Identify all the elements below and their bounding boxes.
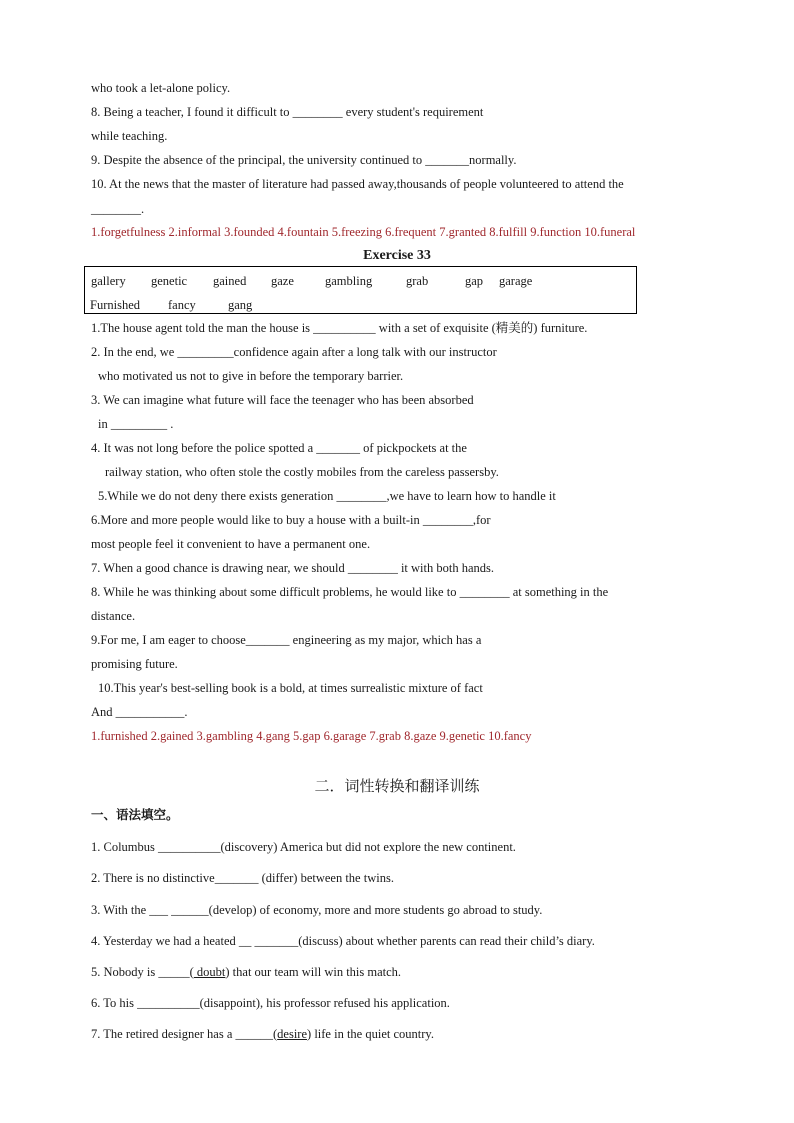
word-bank-box	[84, 266, 637, 314]
question-10-continuation: And ___________.	[91, 705, 188, 719]
grammar-question-7-suffix: ) life in the quiet country.	[307, 1027, 434, 1041]
question-9: 9. Despite the absence of the principal, the university continued to _______normally.	[91, 153, 517, 167]
question-3-continuation: in _________ .	[98, 417, 174, 431]
question-8: 8. While he was thinking about some difficult problems, he would like to ________ at something in the	[91, 585, 609, 599]
question-10: 10. At the news that the master of literature had passed away,thousands of people volunteered to attend the	[91, 177, 624, 191]
exercise-title: Exercise 33	[363, 248, 431, 263]
question-7: 7. When a good chance is drawing near, we should ________ it with both hands.	[91, 561, 495, 575]
grammar-question-4: 4. Yesterday we had a heated __ _______(discuss) about whether parents can read their child’s diary.	[91, 934, 595, 948]
grammar-question-7	[91, 1026, 434, 1042]
word-bank-item: genetic	[151, 274, 188, 288]
sub-section-title: 一、语法填空。	[91, 808, 179, 822]
grammar-question-1: 1. Columbus __________(discovery) America but did not explore the new continent.	[91, 840, 516, 854]
question-5: 5.While we do not deny there exists generation ________,we have to learn how to handle it	[98, 489, 556, 503]
question-1: 1.The house agent told the man the house is __________ with a set of exquisite (精美的) furniture.	[91, 321, 588, 335]
section-title: 二．词性转换和翻译训练	[314, 779, 480, 795]
question-3: 3. We can imagine what future will face the teenager who has been absorbed	[91, 393, 474, 407]
grammar-question-5	[91, 964, 401, 980]
grammar-question-3: 3. With the ___ ______(develop) of economy, more and more students go abroad to study.	[91, 903, 543, 917]
answer-key-1: 1.forgetfulness 2.informal 3.founded 4.fountain 5.freezing 6.frequent 7.granted 8.fulfill 9.function 10.funeral	[91, 225, 636, 239]
question-7-continuation: who took a let-alone policy.	[91, 81, 231, 95]
question-10-blank: ________.	[91, 202, 145, 216]
word-bank-item: gang	[228, 298, 253, 312]
grammar-question-7-word: desire	[277, 1027, 308, 1041]
question-2-continuation: who motivated us not to give in before the temporary barrier.	[98, 369, 404, 383]
grammar-question-5-prefix: 5. Nobody is _____(	[91, 965, 194, 979]
grammar-question-6: 6. To his __________(disappoint), his professor refused his application.	[91, 996, 450, 1010]
question-4-continuation: railway station, who often stole the costly mobiles from the careless passersby.	[105, 465, 499, 479]
grammar-question-5-word: doubt	[193, 965, 226, 979]
word-bank-item: grab	[406, 274, 429, 288]
question-9-continuation: promising future.	[91, 657, 178, 671]
word-bank-item: gaze	[271, 274, 294, 288]
question-8-continuation: while teaching.	[91, 129, 168, 143]
question-6-continuation: most people feel it convenient to have a permanent one.	[91, 537, 371, 551]
question-2: 2. In the end, we _________confidence again after a long talk with our instructor	[91, 345, 497, 359]
question-9: 9.For me, I am eager to choose_______ engineering as my major, which has a	[91, 633, 482, 647]
word-bank-item: garage	[499, 274, 533, 288]
word-bank-item: fancy	[168, 298, 196, 312]
question-8: 8. Being a teacher, I found it difficult to ________ every student's requirement	[91, 105, 484, 119]
question-4: 4. It was not long before the police spotted a _______ of pickpockets at the	[91, 441, 467, 455]
grammar-question-5-suffix: ) that our team will win this match.	[225, 965, 402, 979]
word-bank-item: gallery	[91, 274, 126, 288]
grammar-question-7-prefix: 7. The retired designer has a ______(	[91, 1027, 278, 1041]
question-10: 10.This year's best-selling book is a bold, at times surrealistic mixture of fact	[98, 681, 483, 695]
word-bank-item: gap	[465, 274, 484, 288]
word-bank-item: gambling	[325, 274, 373, 288]
answer-key-2: 1.furnished 2.gained 3.gambling 4.gang 5.gap 6.garage 7.grab 8.gaze 9.genetic 10.fancy	[91, 729, 532, 743]
word-bank-item: gained	[213, 274, 247, 288]
word-bank-item: Furnished	[90, 298, 140, 312]
question-8-continuation: distance.	[91, 609, 136, 623]
question-6: 6.More and more people would like to buy a house with a built-in ________,for	[91, 513, 491, 527]
grammar-question-2: 2. There is no distinctive_______ (differ) between the twins.	[91, 871, 394, 885]
